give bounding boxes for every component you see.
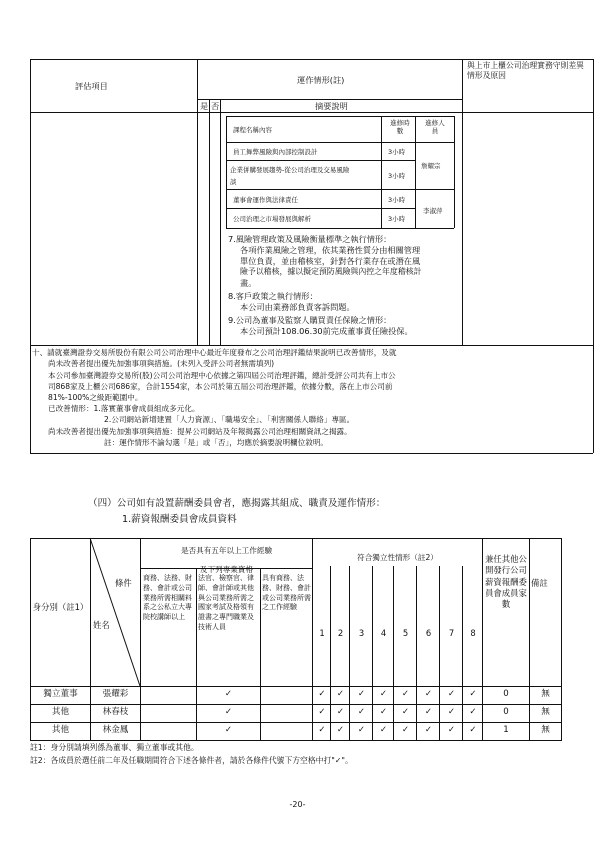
independence-col-5: 5 xyxy=(402,628,409,638)
qual-check: ✓ xyxy=(224,689,233,699)
col-yes-header: 是 xyxy=(200,101,209,111)
item7-line: 各項作業風險之管理，依其業務性質分由相關管理 xyxy=(240,245,421,255)
course-person: 詹耀宗 xyxy=(421,162,441,170)
header-remark: 備註 xyxy=(531,578,548,588)
section4-subheading: 1.薪資報酬委員會成員資料 xyxy=(122,514,237,525)
item9-line: 9.公司為董事及監察人購買責任保險之情形： xyxy=(228,315,392,325)
item10-line: 十、請就臺灣證券交易所股份有限公司公司治理中心最近年度發布之公司治理評鑑結果說明已改善情形，及就 xyxy=(32,348,397,357)
course-header-person: 進修人員 xyxy=(425,119,445,136)
identity-header: 身分別（註1） xyxy=(32,602,89,612)
member-remark: 無 xyxy=(541,689,550,699)
item10-line: 本公司參加臺灣證券交易所(股)公司公司治理中心依據之第四屆公司治理評鑑，總計受評公司共有上市公 xyxy=(48,371,396,380)
other-committee-count: 0 xyxy=(503,689,509,699)
qual-col-professional: 法官、檢察官、律師、會計師或其他與公司業務所需之國家考試及格領有證書之專門職業及技術人員 xyxy=(198,574,254,631)
independence-check: ✓ xyxy=(379,725,388,735)
member-identity: 其他 xyxy=(51,725,70,735)
member-name: 張耀彩 xyxy=(102,689,129,699)
independence-check: ✓ xyxy=(469,707,477,717)
independence-col-1: 1 xyxy=(319,628,325,638)
independence-col-6: 6 xyxy=(425,628,432,638)
item10-line: 81%-100%之級距範圍中。 xyxy=(48,393,143,402)
course-row-name: 董事會運作與法律責任 xyxy=(233,196,298,204)
item10-line: 已改善情形：1.落實董事會成員組成多元化。 xyxy=(48,404,200,413)
independence-col-8: 8 xyxy=(470,628,476,638)
col-summary-header: 摘要說明 xyxy=(315,101,348,111)
independence-check: ✓ xyxy=(318,707,326,717)
independence-check: ✓ xyxy=(357,689,366,699)
member-identity: 其他 xyxy=(51,707,70,717)
header-top-qual-2: 及下列專業資格 xyxy=(199,565,254,574)
independence-check: ✓ xyxy=(357,707,366,717)
course-row-hours: 3小時 xyxy=(388,172,406,180)
member-name: 林金鳳 xyxy=(102,725,129,735)
header-independence: 符合獨立性情形（註2） xyxy=(357,553,438,562)
item7-line: 單位負責，並由稽核室，針對各行業存在或潛在風 xyxy=(240,256,421,266)
independence-check: ✓ xyxy=(401,725,410,735)
item10-line: 尚未改善者提出優先加強事項與措施。(未列入受評公司者無需填列) xyxy=(48,359,275,368)
col-no-header: 否 xyxy=(211,101,220,111)
qual-check: ✓ xyxy=(224,707,233,717)
course-row-name-cont: 談 xyxy=(230,178,237,186)
section4-heading: （四）公司如有設置薪酬委員會者，應揭露其組成、職責及運作情形： xyxy=(88,498,386,509)
item8-line: 8.客戶政策之執行情形： xyxy=(228,291,318,301)
independence-check: ✓ xyxy=(424,707,433,717)
independence-check: ✓ xyxy=(379,707,388,717)
course-row-name: 員工舞弊風險與內部控制設計 xyxy=(233,148,318,156)
course-row-name: 公司治理之市場發展與解析 xyxy=(233,215,311,223)
member-remark: 無 xyxy=(541,707,550,717)
note-2: 註2：各成員於選任前二年及任職期間符合下述各條件者，請於各條件代號下方空格中打"✓"。 xyxy=(30,756,353,765)
course-row-hours: 3小時 xyxy=(388,196,406,204)
header-top-qual-1: 是否具有五年以上工作經驗 xyxy=(180,546,273,555)
member-identity: 獨立董事 xyxy=(43,689,78,699)
independence-check: ✓ xyxy=(318,725,326,735)
course-row-hours: 3小時 xyxy=(388,215,406,223)
independence-col-4: 4 xyxy=(380,628,387,638)
header-other-committee: 兼任其他公開發行公司薪資報酬委員會成員家數 xyxy=(485,554,527,610)
other-committee-count: 1 xyxy=(503,725,509,735)
qual-col-academic: 商務、法務、財務、會計或公司業務所需相關料系之公私立大專院校講師以上 xyxy=(143,574,192,622)
member-name: 林春枝 xyxy=(102,707,129,717)
independence-check: ✓ xyxy=(318,689,326,699)
independence-check: ✓ xyxy=(336,725,345,735)
independence-check: ✓ xyxy=(424,689,433,699)
course-row-name: 企業併購發展趨勢-從公司治理及交易風險 xyxy=(230,166,350,174)
qual-check: ✓ xyxy=(224,725,233,735)
independence-check: ✓ xyxy=(336,689,345,699)
item10-note: 註：運作情形不論勾選「是」或「否」，均應於摘要說明欄位敘明。 xyxy=(104,438,329,447)
course-person: 李淑萍 xyxy=(423,207,443,215)
col-status-header: 運作情形(註) xyxy=(297,75,345,85)
col-eval-header: 評估項目 xyxy=(75,81,108,91)
independence-check: ✓ xyxy=(447,725,456,735)
independence-col-7: 7 xyxy=(448,628,455,638)
independence-check: ✓ xyxy=(401,689,410,699)
course-row-hours: 3小時 xyxy=(388,148,406,156)
item8-line: 本公司由業務部負責客訴問題。 xyxy=(240,302,355,312)
member-remark: 無 xyxy=(541,725,550,735)
item10-line: 尚未改善者提出優先加強事項與措施：提昇公司網站及年報揭露公司治理相關資訊之揭露。 xyxy=(48,427,352,436)
independence-check: ✓ xyxy=(424,725,433,735)
independence-check: ✓ xyxy=(336,707,345,717)
other-committee-count: 0 xyxy=(503,707,509,717)
item9-line: 本公司預計108.06.30前完成董事責任險投保。 xyxy=(240,326,413,336)
col-diff-header-1: 與上市上櫃公司治理實務守則差異情形及原因 xyxy=(467,61,584,80)
independence-check: ✓ xyxy=(469,689,477,699)
independence-check: ✓ xyxy=(447,689,456,699)
independence-check: ✓ xyxy=(379,689,388,699)
independence-check: ✓ xyxy=(357,725,366,735)
independence-col-2: 2 xyxy=(337,628,344,638)
independence-check: ✓ xyxy=(447,707,456,717)
item7-line: 畫。 xyxy=(240,278,257,288)
independence-check: ✓ xyxy=(401,707,410,717)
diag-name-label: 姓名 xyxy=(93,620,110,630)
item7-line: 險予以稽核，據以擬定預防風險與內控之年度稽核計 xyxy=(240,267,422,276)
independence-col-3: 3 xyxy=(358,628,365,638)
item7-line: 7.風險管理政策及風險衡量標準之執行情形： xyxy=(228,234,392,244)
course-header-name: 課程名稱內容 xyxy=(233,126,272,134)
item10-line: 司868家及上櫃公司686家，合計1554家，本公司於第五屆公司治理評鑑，依據分數，落在上市公司前 xyxy=(48,382,393,391)
diag-condition-label: 條件 xyxy=(115,578,132,588)
item10-line: 2.公司網站新增建置「人力資源」、「職場安全」、「利害關係人聯絡」專區。 xyxy=(104,415,355,424)
qual-col-experience: 具有商務、法務、財務、會計或公司業務所需之工作經驗 xyxy=(262,574,311,612)
independence-check: ✓ xyxy=(469,725,477,735)
course-header-hours: 進修時數 xyxy=(390,119,410,136)
note-1: 註1：身分別請填列係為董事、獨立董事或其他。 xyxy=(30,743,199,752)
page-number: -20- xyxy=(289,800,306,809)
